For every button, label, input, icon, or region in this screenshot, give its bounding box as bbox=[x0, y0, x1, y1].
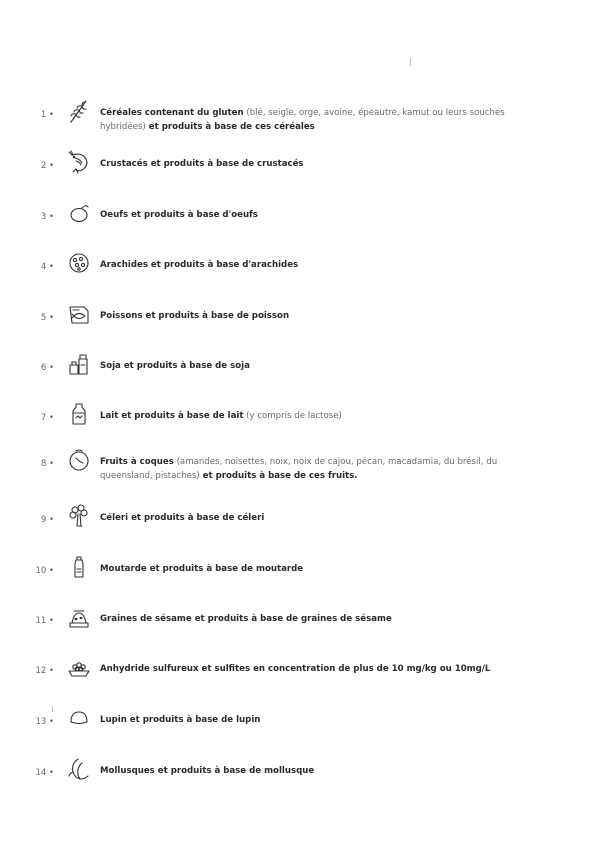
allergen-item bbox=[0, 307, 595, 347]
allergen-label-bold: Anhydride sulfureux et sulfites en concentration de plus de 10 mg/kg ou 10mg/L bbox=[100, 664, 491, 674]
allergen-number: 5 • bbox=[40, 313, 54, 323]
allergen-label-bold: Soja et produits à base de soja bbox=[100, 361, 250, 371]
allergen-label bbox=[100, 309, 510, 323]
allergen-label-bold: Céréales contenant du gluten bbox=[100, 108, 244, 118]
allergen-label-bold: Moutarde et produits à base de moutarde bbox=[100, 564, 304, 574]
allergen-item bbox=[0, 711, 595, 751]
allergen-label bbox=[100, 208, 510, 222]
allergen-item bbox=[0, 453, 595, 493]
allergen-item bbox=[0, 357, 595, 397]
allergen-item bbox=[0, 610, 595, 650]
milk-icon bbox=[66, 401, 92, 427]
allergen-number: 14 • bbox=[35, 768, 54, 778]
shrimp-icon bbox=[66, 149, 92, 175]
scan-mark bbox=[410, 58, 411, 66]
mollusc-icon bbox=[66, 756, 92, 782]
allergen-item bbox=[0, 660, 595, 700]
peanut-icon bbox=[66, 250, 92, 276]
allergen-label-bold: Oeufs et produits à base d'oeufs bbox=[100, 210, 258, 220]
allergen-label-bold: Arachides et produits à base d'arachides bbox=[100, 260, 299, 270]
allergen-label bbox=[100, 106, 510, 134]
allergen-label-detail: (y compris de lactose) bbox=[243, 411, 342, 421]
allergen-number: 6 • bbox=[40, 363, 54, 373]
allergen-label-bold: Fruits à coques bbox=[100, 457, 174, 467]
celery-icon bbox=[66, 503, 92, 529]
soy-icon bbox=[66, 351, 92, 377]
allergen-label-bold: Lait et produits à base de lait bbox=[100, 411, 244, 421]
allergen-label-bold: et produits à base de ces fruits. bbox=[199, 471, 358, 481]
lupin-icon bbox=[66, 705, 92, 731]
fish-icon bbox=[66, 301, 92, 327]
allergen-item bbox=[0, 560, 595, 600]
allergen-number: 3 • bbox=[40, 212, 54, 222]
allergen-label-detail: (amandes, noisettes, noix, noix de cajou, pécan, macadamia, du brésil, du queensland, pistaches) bbox=[100, 457, 498, 481]
allergen-item bbox=[0, 762, 595, 802]
allergen-label bbox=[100, 612, 510, 626]
wheat-icon bbox=[66, 98, 92, 124]
allergen-item bbox=[0, 509, 595, 549]
allergen-label bbox=[100, 764, 510, 778]
allergen-label-bold: Graines de sésame et produits à base de graines de sésame bbox=[100, 614, 392, 624]
allergen-label bbox=[100, 511, 510, 525]
allergen-number: 1 • bbox=[40, 110, 54, 120]
allergen-label bbox=[100, 713, 510, 727]
sulphite-icon bbox=[66, 654, 92, 680]
allergen-label-bold: Crustacés et produits à base de crustacés bbox=[100, 159, 304, 169]
allergen-label bbox=[100, 258, 510, 272]
allergen-item bbox=[0, 155, 595, 195]
allergen-item bbox=[0, 104, 595, 144]
allergen-label-bold: Céleri et produits à base de céleri bbox=[100, 513, 265, 523]
mustard-icon bbox=[66, 554, 92, 580]
allergen-number: 11 • bbox=[35, 616, 54, 626]
egg-icon bbox=[66, 200, 92, 226]
allergen-number: 2 • bbox=[40, 161, 54, 171]
allergen-number: 8 • bbox=[40, 459, 54, 469]
allergen-label bbox=[100, 359, 510, 373]
allergen-label bbox=[100, 455, 510, 483]
nut-icon bbox=[66, 447, 92, 473]
allergen-label bbox=[100, 562, 510, 576]
allergen-number: 9 • bbox=[40, 515, 54, 525]
allergen-item bbox=[0, 256, 595, 296]
allergen-item bbox=[0, 206, 595, 246]
allergen-label bbox=[100, 157, 510, 171]
allergen-number: 7 • bbox=[40, 413, 54, 423]
allergen-label-bold: et produits à base de ces céréales bbox=[145, 122, 315, 132]
allergen-number: 10 • bbox=[35, 566, 54, 576]
allergen-label-bold: Mollusques et produits à base de mollusque bbox=[100, 766, 315, 776]
allergen-label bbox=[100, 409, 510, 423]
allergen-label-bold: Poissons et produits à base de poisson bbox=[100, 311, 290, 321]
allergen-label bbox=[100, 662, 510, 676]
allergen-item bbox=[0, 407, 595, 447]
allergen-number: 4 • bbox=[40, 262, 54, 272]
sesame-icon bbox=[66, 604, 92, 630]
allergen-label-bold: Lupin et produits à base de lupin bbox=[100, 715, 261, 725]
allergen-label-detail: (blé, seigle, orge, avoine, épeautre, kamut ou leurs souches hybridées) bbox=[100, 108, 505, 132]
allergen-number: 12 • bbox=[35, 666, 54, 676]
allergen-number: 13 • bbox=[35, 717, 54, 727]
